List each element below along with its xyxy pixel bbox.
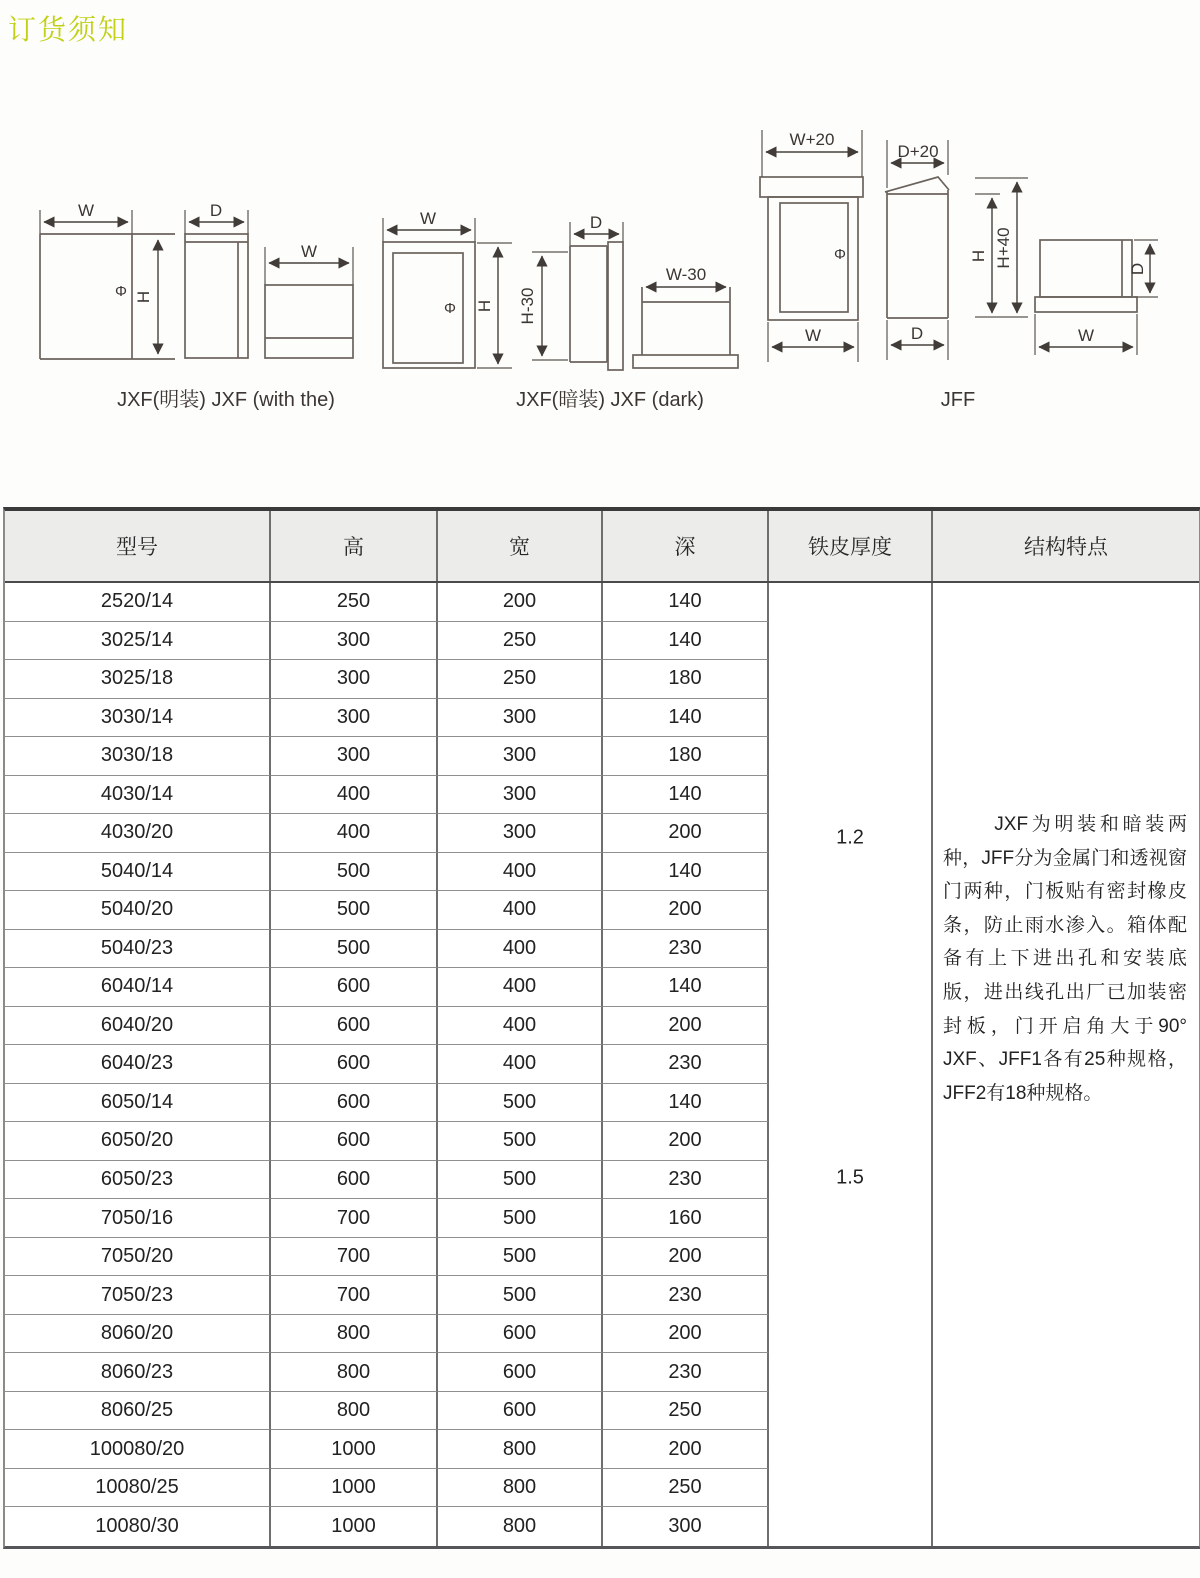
- caption-jxf-flush: JXF(暗装) JXF (dark): [516, 389, 704, 411]
- table-cell: 200: [438, 583, 603, 622]
- header-height: 高: [271, 511, 438, 581]
- dim-dp20-side3: D+20: [897, 142, 939, 161]
- table-cell: 200: [603, 814, 769, 853]
- table-cell: 10080/25: [5, 1469, 271, 1508]
- dim-hp40-side3: H+40: [994, 227, 1013, 269]
- table-cell: 6050/20: [5, 1122, 271, 1161]
- table-cell: 800: [438, 1507, 603, 1546]
- table-row: [5, 1469, 769, 1508]
- table-cell: 180: [603, 737, 769, 776]
- table-row: [5, 622, 769, 661]
- table-cell: 10080/30: [5, 1507, 271, 1546]
- thickness-merged-cell: [769, 583, 933, 1546]
- table-cell: 200: [603, 891, 769, 930]
- table-cell: 7050/23: [5, 1276, 271, 1315]
- table-cell: 3030/18: [5, 737, 271, 776]
- diagram-jxf-surface: [40, 201, 353, 359]
- table-cell: 140: [603, 583, 769, 622]
- spec-table: [3, 507, 1200, 1549]
- dim-w-front3: W: [804, 326, 822, 345]
- caption-jff: JFF: [940, 389, 976, 411]
- table-row: [5, 1392, 769, 1431]
- thickness-value-1: 1.2: [836, 826, 864, 849]
- dim-d-side1: D: [209, 201, 223, 220]
- table-cell: 600: [271, 1161, 438, 1200]
- table-cell: 4030/20: [5, 814, 271, 853]
- table-cell: 500: [438, 1084, 603, 1123]
- table-cell: 300: [271, 737, 438, 776]
- table-cell: 6040/20: [5, 1007, 271, 1046]
- spec-rows: [5, 583, 769, 1546]
- table-cell: 400: [438, 1007, 603, 1046]
- table-row: [5, 1084, 769, 1123]
- table-cell: 5040/23: [5, 930, 271, 969]
- table-row: [5, 1315, 769, 1354]
- table-cell: 300: [438, 699, 603, 738]
- door-handle-symbol-3: Φ: [834, 246, 846, 263]
- table-row: [5, 1007, 769, 1046]
- table-cell: 600: [271, 968, 438, 1007]
- table-cell: 1000: [271, 1507, 438, 1546]
- table-cell: 400: [438, 853, 603, 892]
- table-cell: 6040/23: [5, 1045, 271, 1084]
- table-row: [5, 660, 769, 699]
- table-cell: 600: [438, 1315, 603, 1354]
- table-row: [5, 814, 769, 853]
- table-cell: 3025/14: [5, 622, 271, 661]
- product-dimension-diagrams: [0, 0, 1200, 440]
- table-cell: 500: [271, 853, 438, 892]
- caption-jxf-surface: JXF(明装) JXF (with the): [117, 389, 335, 411]
- table-cell: 800: [271, 1315, 438, 1354]
- table-row: [5, 1507, 769, 1546]
- table-cell: 140: [603, 853, 769, 892]
- table-row: [5, 583, 769, 622]
- table-cell: 200: [603, 1315, 769, 1354]
- table-cell: 800: [438, 1430, 603, 1469]
- table-cell: 400: [438, 930, 603, 969]
- table-cell: 8060/25: [5, 1392, 271, 1431]
- table-cell: 4030/14: [5, 776, 271, 815]
- table-row: [5, 776, 769, 815]
- table-cell: 6050/23: [5, 1161, 271, 1200]
- table-cell: 400: [271, 814, 438, 853]
- header-depth: 深: [603, 511, 769, 581]
- table-cell: 200: [603, 1430, 769, 1469]
- table-cell: 200: [603, 1007, 769, 1046]
- table-cell: 6050/14: [5, 1084, 271, 1123]
- table-cell: 600: [271, 1084, 438, 1123]
- table-cell: 180: [603, 660, 769, 699]
- table-cell: 7050/16: [5, 1199, 271, 1238]
- table-cell: 300: [271, 622, 438, 661]
- table-cell: 400: [438, 891, 603, 930]
- table-cell: 600: [271, 1122, 438, 1161]
- table-row: [5, 1199, 769, 1238]
- table-cell: 600: [271, 1007, 438, 1046]
- table-cell: 700: [271, 1276, 438, 1315]
- dim-h-front1: H: [134, 290, 153, 304]
- dim-w-front1: W: [77, 201, 95, 220]
- table-cell: 160: [603, 1199, 769, 1238]
- table-cell: 200: [603, 1122, 769, 1161]
- table-row: [5, 1430, 769, 1469]
- table-cell: 140: [603, 622, 769, 661]
- table-cell: 600: [271, 1045, 438, 1084]
- table-cell: 6040/14: [5, 968, 271, 1007]
- header-structure-features: 结构特点: [1024, 536, 1108, 559]
- table-cell: 300: [438, 776, 603, 815]
- diagram-jff: [760, 130, 1158, 362]
- table-cell: 230: [603, 1276, 769, 1315]
- dim-w-top3: W: [1077, 326, 1095, 345]
- table-cell: 500: [438, 1161, 603, 1200]
- table-cell: 200: [603, 1238, 769, 1277]
- table-cell: 5040/20: [5, 891, 271, 930]
- table-cell: 250: [438, 660, 603, 699]
- table-cell: 7050/20: [5, 1238, 271, 1277]
- table-row: [5, 1045, 769, 1084]
- table-cell: 300: [271, 699, 438, 738]
- table-cell: 500: [271, 930, 438, 969]
- table-cell: 400: [438, 1045, 603, 1084]
- table-row: [5, 699, 769, 738]
- table-cell: 140: [603, 699, 769, 738]
- table-cell: 300: [438, 814, 603, 853]
- table-cell: 8060/20: [5, 1315, 271, 1354]
- diagram-jxf-flush: [383, 209, 738, 370]
- table-cell: 3025/18: [5, 660, 271, 699]
- table-cell: 140: [603, 776, 769, 815]
- table-cell: 230: [603, 930, 769, 969]
- table-cell: 140: [603, 968, 769, 1007]
- table-cell: 250: [271, 583, 438, 622]
- table-cell: 500: [438, 1122, 603, 1161]
- dim-d-side3: D: [910, 324, 924, 343]
- spec-table-body: [5, 583, 1199, 1546]
- features-text: JXF为明装和暗装两种，JFF分为金属门和透视窗门两种，门板贴有密封橡皮条，防止雨水渗入。箱体配备有上下进出孔和安装底版，进出线孔出厂已加装密封板，门开启角大于90° JXF、JFF1各有25种规格，JFF2有18种规格。: [943, 814, 1187, 1104]
- dim-w-bottom1: W: [300, 242, 318, 261]
- thickness-value-2: 1.5: [836, 1166, 864, 1189]
- table-row: [5, 968, 769, 1007]
- header-sheet-thickness: 铁皮厚度: [769, 511, 933, 581]
- table-cell: 600: [438, 1392, 603, 1431]
- dim-h-side3: H: [969, 249, 988, 263]
- table-cell: 230: [603, 1353, 769, 1392]
- table-cell: 400: [438, 968, 603, 1007]
- table-row: [5, 1161, 769, 1200]
- table-cell: 230: [603, 1161, 769, 1200]
- table-cell: 800: [271, 1353, 438, 1392]
- dim-w30-bottom2: W-30: [665, 265, 707, 284]
- table-cell: 250: [603, 1469, 769, 1508]
- dim-h-front2: H: [475, 299, 494, 313]
- table-row: [5, 1353, 769, 1392]
- door-handle-symbol-1: Φ: [115, 283, 127, 300]
- table-cell: 1000: [271, 1469, 438, 1508]
- table-cell: 8060/23: [5, 1353, 271, 1392]
- table-cell: 500: [438, 1276, 603, 1315]
- dim-h30-side2: H-30: [518, 287, 537, 325]
- page-title: 订货须知: [8, 14, 129, 45]
- header-width: 宽: [438, 511, 603, 581]
- table-cell: 5040/14: [5, 853, 271, 892]
- table-cell: 250: [438, 622, 603, 661]
- table-cell: 300: [438, 737, 603, 776]
- dim-d-top3: D: [1128, 262, 1147, 276]
- table-cell: 140: [603, 1084, 769, 1123]
- table-cell: 500: [438, 1199, 603, 1238]
- table-cell: 300: [271, 660, 438, 699]
- table-cell: 300: [603, 1507, 769, 1546]
- dim-wp20-front3: W+20: [789, 130, 835, 149]
- table-row: [5, 930, 769, 969]
- table-cell: 400: [271, 776, 438, 815]
- door-handle-symbol-2: Φ: [444, 300, 456, 317]
- table-row: [5, 1276, 769, 1315]
- header-model: 型号: [5, 511, 271, 581]
- table-cell: 700: [271, 1238, 438, 1277]
- table-row: [5, 853, 769, 892]
- table-cell: 1000: [271, 1430, 438, 1469]
- table-cell: 800: [271, 1392, 438, 1431]
- table-row: [5, 737, 769, 776]
- table-cell: 3030/14: [5, 699, 271, 738]
- table-cell: 800: [438, 1469, 603, 1508]
- dim-d-side2: D: [589, 213, 603, 232]
- table-row: [5, 891, 769, 930]
- table-cell: 500: [271, 891, 438, 930]
- table-cell: 100080/20: [5, 1430, 271, 1469]
- spec-table-header: [5, 511, 1199, 583]
- table-cell: 250: [603, 1392, 769, 1431]
- table-cell: 600: [438, 1353, 603, 1392]
- dim-w-front2: W: [419, 209, 437, 228]
- table-row: [5, 1238, 769, 1277]
- table-cell: 230: [603, 1045, 769, 1084]
- table-cell: 2520/14: [5, 583, 271, 622]
- table-row: [5, 1122, 769, 1161]
- table-cell: 700: [271, 1199, 438, 1238]
- features-merged-cell: [933, 583, 1199, 1546]
- table-cell: 500: [438, 1238, 603, 1277]
